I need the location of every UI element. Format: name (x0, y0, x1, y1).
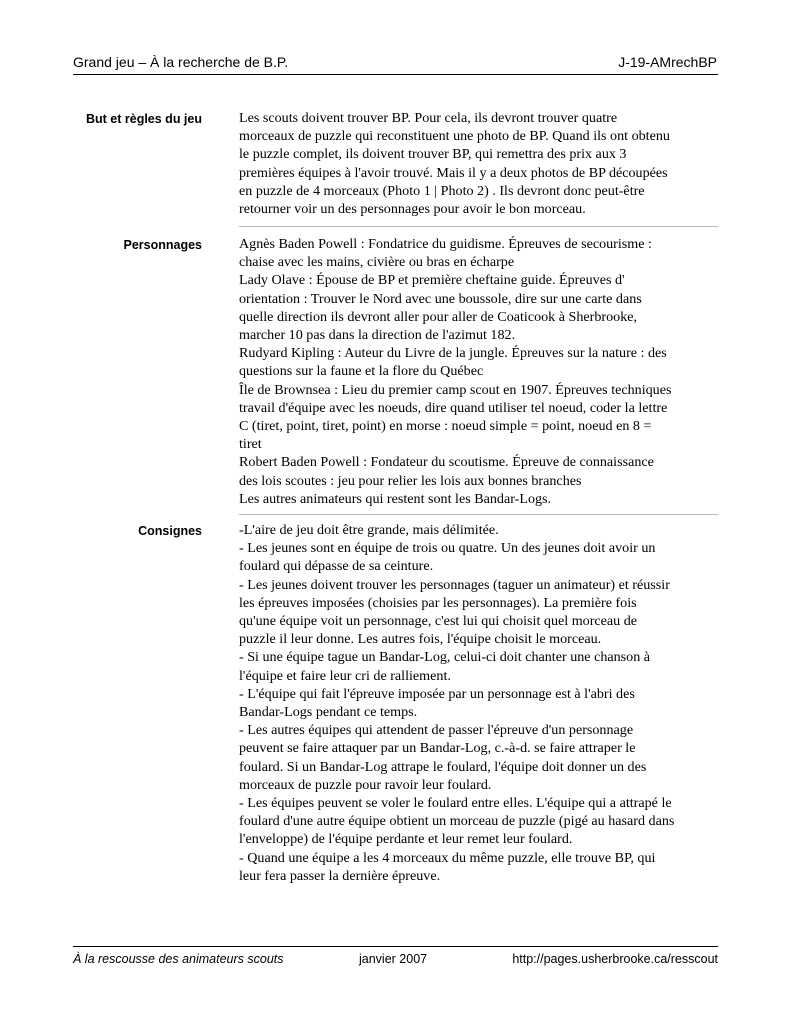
text-line: le puzzle complet, ils doivent trouver BP, qui remettra des prix aux 3 (239, 146, 627, 163)
text-line: Les autres animateurs qui restent sont les Bandar-Logs. (239, 490, 552, 507)
text-line: quelle direction ils devront aller pour aller de Coaticook à Sherbrooke, (239, 308, 638, 325)
section-text-consignes (239, 521, 721, 885)
text-line: C (tiret, point, tiret, point) en morse : noeud simple = point, noeud en 8 = (239, 418, 652, 435)
text-line: - Si une équipe tague un Bandar-Log, celui-ci doit chanter une chanson à (239, 649, 651, 666)
text-line: les épreuves imposées (choisies par les personnages). La première fois (239, 594, 637, 611)
footer-rule (73, 946, 718, 947)
section-label-consignes: Consignes (138, 524, 202, 538)
text-line: l'enveloppe) de l'équipe perdante et leur remet leur foulard. (239, 831, 573, 848)
text-line: - Les jeunes sont en équipe de trois ou quatre. Un des jeunes doit avoir un (239, 540, 656, 557)
text-line: foulard qui dépasse de sa ceinture. (239, 558, 434, 575)
footer-url: http://pages.usherbrooke.ca/resscout (512, 952, 718, 966)
text-line: marcher 10 pas dans la direction de l'azimut 182. (239, 327, 516, 344)
text-line: premières équipes à l'avoir trouvé. Mais il y a deux photos de BP découpées (239, 164, 668, 181)
footer-publication: À la rescousse des animateurs scouts (73, 952, 284, 966)
section-text-personnages (239, 235, 721, 508)
text-line: foulard d'une autre équipe obtient un morceau de puzzle (pigé au hasard dans (239, 813, 675, 830)
text-line: peuvent se faire attaquer par un Bandar-Log, c.-à-d. se faire attraper le (239, 740, 636, 757)
header-title: Grand jeu – À la recherche de B.P. (73, 54, 289, 70)
header-code: J-19-AMrechBP (618, 54, 717, 70)
section-separator (239, 514, 718, 515)
text-line: travail d'équipe avec les noeuds, dire quand utiliser tel noeud, coder la lettre (239, 399, 668, 416)
text-line: Rudyard Kipling : Auteur du Livre de la jungle. Épreuves sur la nature : des (239, 345, 667, 362)
section-label-personnages: Personnages (123, 238, 202, 252)
footer-date: janvier 2007 (359, 952, 428, 966)
text-line: des lois scoutes : jeu pour relier les lois aux bonnes branches (239, 472, 582, 489)
text-line: leur fera passer la dernière épreuve. (239, 867, 441, 884)
text-line: - Les jeunes doivent trouver les personnages (taguer un animateur) et réussir (239, 576, 670, 593)
section-label-but: But et règles du jeu (86, 112, 202, 126)
text-line: retourner voir un des personnages pour avoir le bon morceau. (239, 201, 586, 218)
text-line: chaise avec les mains, civière ou bras en écharpe (239, 254, 515, 271)
text-line: Bandar-Logs pendant ce temps. (239, 704, 418, 721)
text-line: Les scouts doivent trouver BP. Pour cela, ils devront trouver quatre (239, 110, 618, 126)
text-line: - L'équipe qui fait l'épreuve imposée par un personnage est à l'abri des (239, 685, 635, 702)
text-line: l'équipe et faire leur cri de ralliement. (239, 667, 451, 684)
text-line: - Quand une équipe a les 4 morceaux du même puzzle, elle trouve BP, qui (239, 849, 656, 866)
page-header (73, 54, 717, 76)
text-line: Robert Baden Powell : Fondateur du scoutisme. Épreuve de connaissance (239, 454, 654, 471)
text-line: Lady Olave : Épouse de BP et première cheftaine guide. Épreuves d' (239, 272, 625, 289)
section-text-but (239, 109, 721, 218)
text-line: tiret (239, 436, 262, 453)
text-line: puzzle il leur donne. Les autres fois, l'équipe choisit le morceau. (239, 631, 602, 648)
text-line: en puzzle de 4 morceaux (Photo 1 | Photo 2) . Ils devront donc peut-être (239, 182, 645, 199)
text-line: Île de Brownsea : Lieu du premier camp scout en 1907. Épreuves techniques (239, 381, 672, 398)
text-line: morceaux de puzzle pour ravoir leur foulard. (239, 776, 492, 793)
page-footer (73, 952, 718, 970)
text-line: Agnès Baden Powell : Fondatrice du guidisme. Épreuves de secourisme : (239, 236, 652, 252)
text-line: - Les équipes peuvent se voler le foulard entre elles. L'équipe qui a attrapé le (239, 795, 672, 812)
section-separator (239, 226, 718, 227)
text-line: morceaux de puzzle qui reconstituent une photo de BP. Quand ils ont obtenu (239, 128, 670, 145)
text-line: -L'aire de jeu doit être grande, mais délimitée. (239, 522, 499, 538)
text-line: foulard. Si un Bandar-Log attrape le foulard, l'équipe doit donner un des (239, 758, 647, 775)
text-line: questions sur la faune et la flore du Québec (239, 363, 484, 380)
text-line: - Les autres équipes qui attendent de passer l'épreuve d'un personnage (239, 722, 634, 739)
text-line: orientation : Trouver le Nord avec une boussole, dire sur une carte dans (239, 290, 642, 307)
header-rule (73, 74, 718, 75)
text-line: qu'une équipe voit un personnage, c'est lui qui choisit quel morceau de (239, 613, 638, 630)
